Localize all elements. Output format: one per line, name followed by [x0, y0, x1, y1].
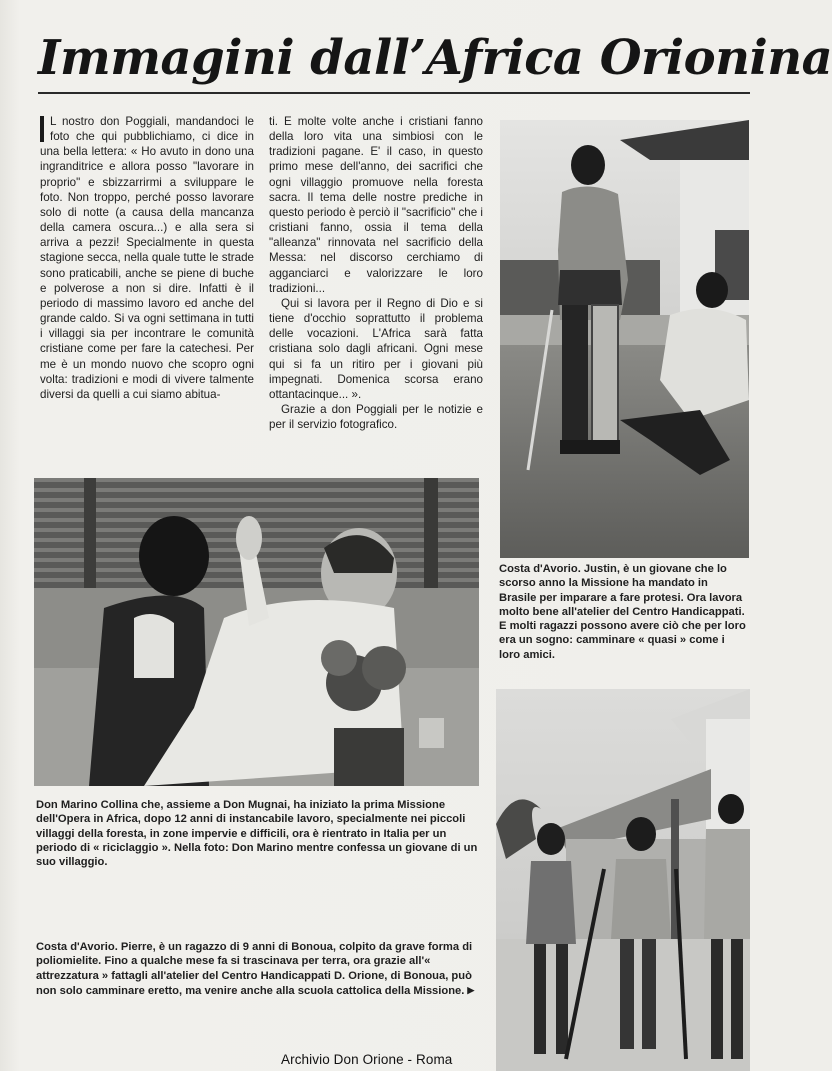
caption-pierre-text: Costa d'Avorio. Pierre, è un ragazzo di 9 anni di Bonoua, colpito da grave forma di poliomielite. Fino a qualche mese fa si trascinava per terra, ora grazie all'« attrezzatura » fattagli all'atelier del Centro Handicappati D. Orione, di Bonoua, può non solo camminare eretto, ma venire anche alla scuola cattolica della Missione.	[36, 941, 473, 997]
photo-don-marino-confession	[34, 478, 479, 786]
drop-initial-bar	[40, 116, 44, 142]
title-rule	[38, 92, 750, 94]
caption-pierre	[36, 940, 490, 998]
archive-footer: Archivio Don Orione - Roma	[281, 1052, 453, 1067]
caption-don-marino: Don Marino Collina che, assieme a Don Mugnai, ha iniziato la prima Missione dell'Opera in Africa, dopo 12 anni di instancabile lavoro, specialmente nei piccoli villaggi della foresta, in zone impervie e difficili, ora è rientrato in Italia per un periodo di « riciclaggio ». Nella foto: Don Marino mentre confessa un giovane di un suo villaggio.	[36, 799, 478, 869]
right-triangle-icon: ▶	[467, 984, 475, 995]
article-paragraph: Grazie a don Poggiali per le notizie e per il servizio fotografico.	[269, 402, 483, 432]
article-column-1	[40, 114, 254, 402]
photo-pierre-crutches	[496, 689, 750, 1071]
page-title: Immagini dall’Africa Orionina	[38, 30, 832, 86]
article-paragraph: L nostro don Poggiali, mandandoci le foto che qui pubblichiamo, ci dice in una bella lettera: « Ho avuto in dono una ingranditrice e allora posso "lavorare in proprio" e sbizzarrirmi a sviluppare le foto. Non troppo, perché posso lavorare solo di notte (a causa della mancanza della camera oscura...) e alla sera si arriva a pezzi! Specialmente in questa stagione secca, nella quale tutte le strade sono praticabili, anche se piene di buche e polverose a non si dire. Infatti è il periodo di massimo lavoro ed anche del grande caldo. Si va ogni settimana in tutti i villaggi sia per incontrare le comunità cristiane come per fare la catechesi. Per me è un mondo nuovo che scopro ogni volta: tradizioni e modi di vivere talmente diversi da quelli a cui siamo abitua-	[40, 115, 254, 401]
caption-justin: Costa d'Avorio. Justin, è un giovane che lo scorso anno la Missione ha mandato in Brasile per imparare a fare protesi. Ora lavora molto bene all'atelier del Centro Handicappati. E molti ragazzi possono avere ciò che per loro era un sogno: camminare « quasi » come i loro amici.	[499, 563, 746, 661]
article-paragraph: Qui si lavora per il Regno di Dio e si tiene d'occhio soprattutto il problema delle vocazioni. L'Africa sarà fatta cristiana solo dagli africani. Ogni mese qui si fa un ritiro per i giovani più impegnati. Domenica scorsa erano ottantacinque... ».	[269, 296, 483, 401]
article-paragraph: ti. E molte volte anche i cristiani fanno della loro vita una simbiosi con le tradizioni pagane. E' il caso, in questo primo mese dell'anno, dei sacrifici che ogni villaggio promuove nella foresta sacra. Il tema delle nostre prediche in questo periodo è perciò il "sacrificio" che i cristiani fanno, ossia il tema della "alleanza" rinnovata nel sacrificio della Messa: nel discorso cerchiamo di agganciarci e valorizzare le loro tradizioni...	[269, 115, 483, 295]
article-column-2	[269, 114, 483, 432]
photo-justin-prosthesis	[500, 120, 749, 558]
